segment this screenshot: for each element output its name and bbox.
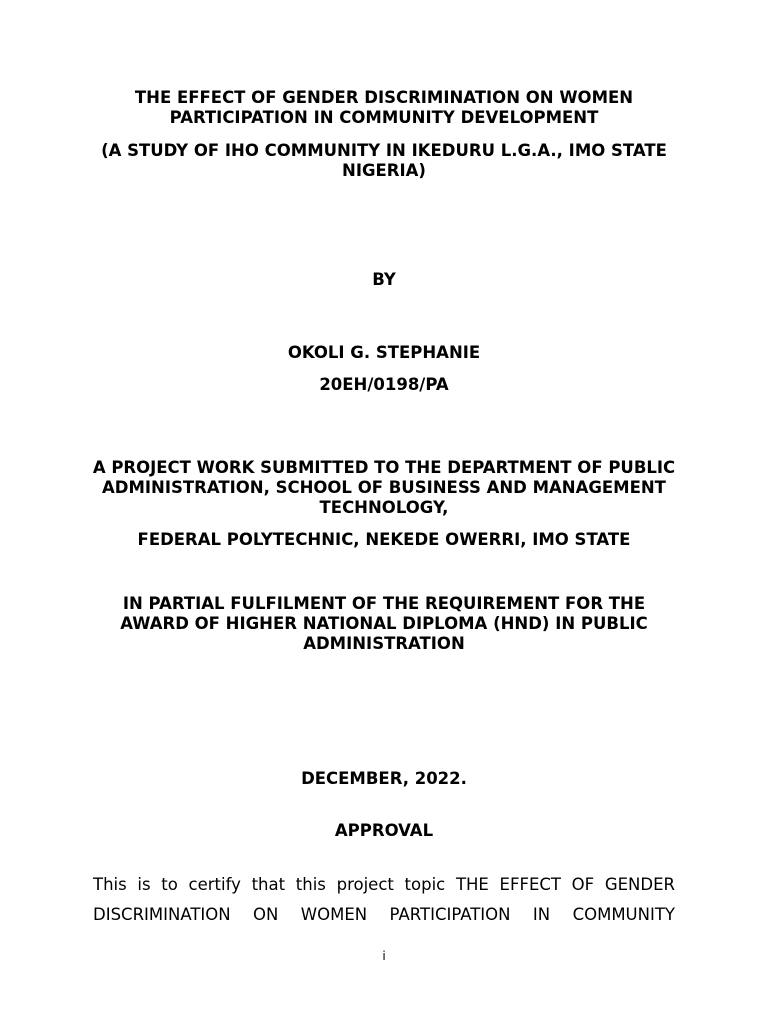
author-name: OKOLI G. STEPHANIE [287, 343, 481, 362]
approval-line-2: DISCRIMINATION ON WOMEN PARTICIPATION IN COMMUNITY [93, 905, 675, 924]
document-title: THE EFFECT OF GENDER DISCRIMINATION ON WOMEN PARTICIPATION IN COMMUNITY DEVELOPMENT [134, 88, 634, 127]
page-number: i [382, 949, 386, 963]
approval-paragraph [93, 870, 675, 930]
by-label: BY [372, 270, 396, 289]
submission-date: DECEMBER, 2022. [301, 769, 467, 788]
approval-heading: APPROVAL [334, 821, 434, 840]
approval-line-1: This is to certify that this project topic THE EFFECT OF GENDER [93, 875, 675, 894]
institution-name: FEDERAL POLYTECHNIC, NEKEDE OWERRI, IMO STATE [137, 530, 631, 549]
registration-number: 20EH/0198/PA [319, 375, 449, 394]
submission-statement: A PROJECT WORK SUBMITTED TO THE DEPARTMENT OF PUBLIC ADMINISTRATION, SCHOOL OF BUSINESS AND MANAGEMENT TECHNOLOGY, [92, 458, 676, 517]
fulfilment-statement: IN PARTIAL FULFILMENT OF THE REQUIREMENT FOR THE AWARD OF HIGHER NATIONAL DIPLOMA (HND) IN PUBLIC ADMINISTRATION [120, 594, 648, 653]
document-subtitle: (A STUDY OF IHO COMMUNITY IN IKEDURU L.G.A., IMO STATE NIGERIA) [101, 141, 667, 180]
